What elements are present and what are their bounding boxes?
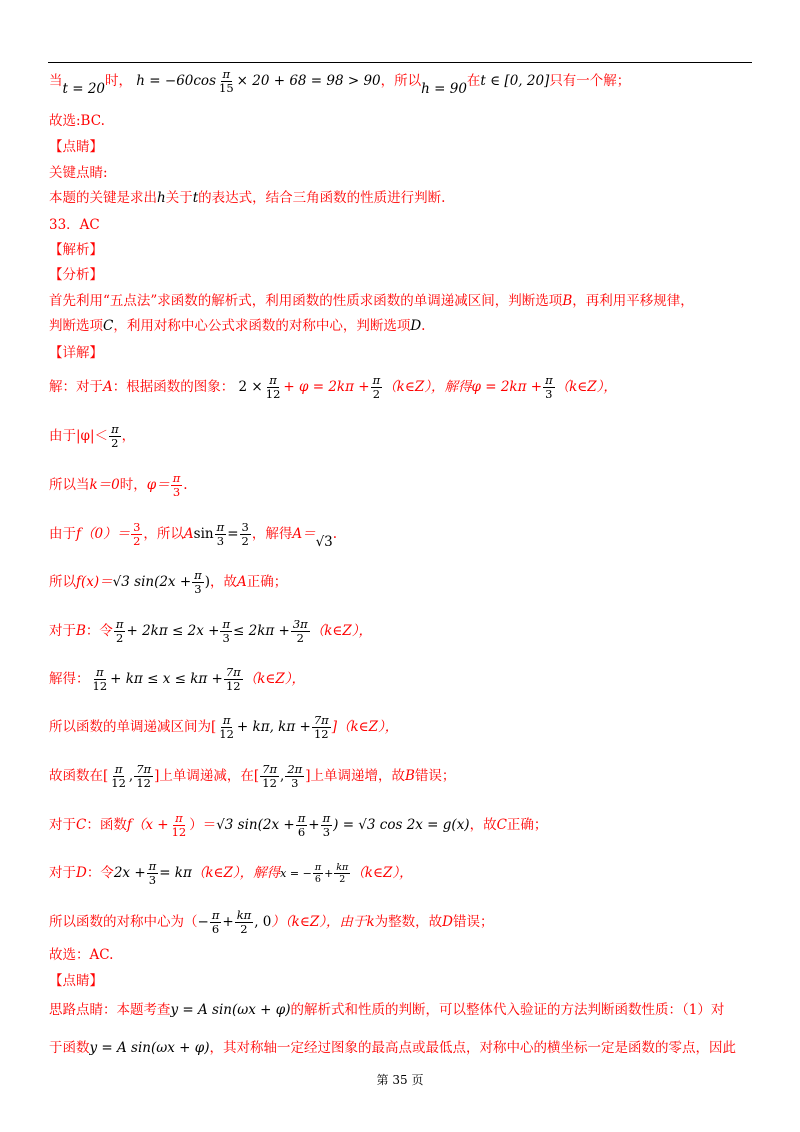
section-tag: 【点睛】 (49, 139, 103, 155)
section-tag: 【详解】 (49, 345, 103, 361)
section-tag: 【解析】 (49, 242, 103, 258)
text-line: 对于D：令2x + $\frac{\pi}{3}$ = kπ（k∈Z），解得x = − $\frac{\pi}{6}$ + $\frac{k\pi}{2}$ （k∈Z）， (49, 859, 413, 887)
page-number: 第 35 页 (376, 1073, 424, 1087)
text-line: 对于B：令 $\frac{\pi}{2}$ + 2kπ ≤ 2x + $\frac{\pi}{3}$ ≤ 2kπ + $\frac{3\pi}{2}$ （k∈Z）， (49, 617, 373, 645)
section-tag: 【分析】 (49, 267, 103, 283)
text-line: 故选:BC. (49, 113, 105, 129)
text-line: 由于f（0）＝ $\frac{3}{2}$ ，所以Asin $\frac{\pi}{3}$ = $\frac{3}{2}$ ，解得A＝√3. (49, 520, 338, 550)
section-tag: 【点睛】 (49, 973, 103, 989)
text-line: 故函数在[ $\frac{\pi}{12}$ , $\frac{7\pi}{12}$ ]上单调递减，在[ $\frac{7\pi}{12}$ , $\frac{2\pi}{3}$ ]上单调递增，故B错误； (49, 762, 456, 790)
text-line: 本题的关键是求出h关于t的表达式，结合三角函数的性质进行判断. (49, 190, 446, 206)
text-line: 由于|φ|＜ $\frac{\pi}{2}$ ， (49, 422, 136, 450)
text-line: 对于C：函数f（x + $\frac{\pi}{12}$ ）＝√3 sin(2x + $\frac{\pi}{6}$ + $\frac{\pi}{3}$ ) = √3 cos 2x = g(x)，故C正确； (49, 811, 548, 839)
text-line: 所以函数的对称中心为（− $\frac{\pi}{6}$ + $\frac{k\pi}{2}$ , 0）（k∈Z），由于k为整数，故D错误； (49, 908, 494, 936)
text-line: 首先利用“五点法”求函数的解析式，利用函数的性质求函数的单调递减区间，判断选项B，再利用平移规律， (49, 293, 694, 309)
header-rule (48, 62, 752, 63)
text-line: 思路点睛：本题考查y = A sin(ωx + φ)的解析式和性质的判断，可以整体代入验证的方法判断函数性质：（1）对 (49, 1002, 725, 1018)
text-line: 所以f(x)＝√3 sin(2x + $\frac{\pi}{3}$ )，故A正确； (49, 568, 288, 596)
text-line: 解：对于A：根据函数的图象： 2 × $\frac{\pi}{12}$ + φ = 2kπ + $\frac{\pi}{2}$ （k∈Z），解得φ = 2kπ + $\frac{\pi}{3}$ （k∈Z）， (49, 373, 617, 401)
text-line: 解得： $\frac{\pi}{12}$ + kπ ≤ x ≤ kπ + $\frac{7\pi}{12}$ （k∈Z）， (49, 665, 306, 693)
text-line: 故选：AC. (49, 947, 114, 963)
text-line: 所以当k＝0时，φ＝ $\frac{\pi}{3}$ . (49, 471, 188, 499)
question-number: 33．AC (49, 217, 100, 233)
text-line: 判断选项C，利用对称中心公式求函数的对称中心，判断选项D. (49, 318, 426, 334)
text-line: 当t = 20时， h = −60cos $\frac{\pi}{15}$ × 20 + 68 = 98 > 90，所以h = 90在t ∈ [0, 20]只有一个解； (49, 67, 631, 97)
text-line: 于函数y = A sin(ωx + φ)，其对称轴一定经过图象的最高点或最低点，对称中心的横坐标一定是函数的零点，因此 (49, 1040, 737, 1056)
text-line: 关键点睛: (49, 165, 108, 181)
fraction: $\frac{\pi}{15}$ (219, 67, 234, 95)
text-line: 所以函数的单调递减区间为[ $\frac{\pi}{12}$ + kπ, kπ + $\frac{7\pi}{12}$ ]（k∈Z）， (49, 713, 399, 741)
